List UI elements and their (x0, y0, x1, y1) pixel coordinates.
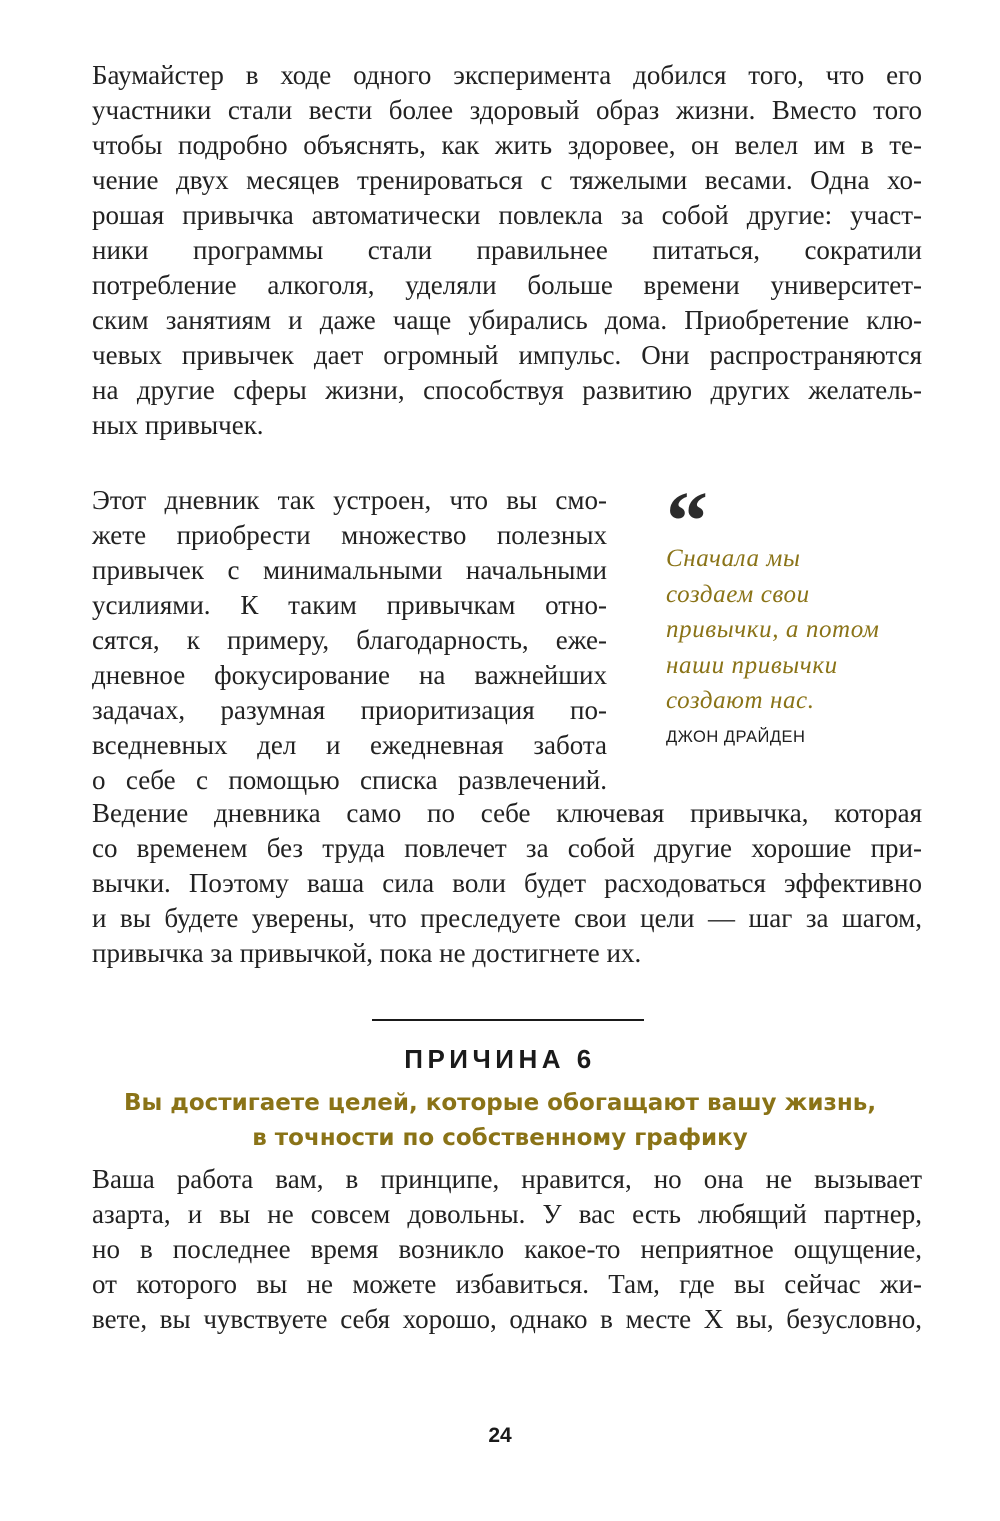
quote-line: наши привычки (666, 651, 838, 679)
subtitle-line: в точности по собственному графику (252, 1125, 748, 1151)
text-line: вседневных дел и ежедневная забота (92, 730, 607, 760)
text-line: ных привычек. (92, 410, 264, 440)
text-line: вете, вы чувствуете себя хорошо, однако в месте X вы, безусловно, (92, 1304, 922, 1334)
section-title: ПРИЧИНА 6 (404, 1044, 596, 1074)
text-line: ским занятиям и даже чаще убирались дома. Приобретение клю- (92, 305, 922, 335)
text-line: сятся, к примеру, благодарность, еже- (92, 625, 607, 655)
text-line: усилиями. К таким привычкам отно- (92, 590, 607, 620)
text-line: чевых привычек дает огромный импульс. Они распространяются (92, 340, 922, 370)
text-line: ники программы стали правильнее питаться, сократили (92, 235, 922, 265)
text-line: участники стали вести более здоровый образ жизни. Вместо того (92, 95, 922, 125)
text-line: чение двух месяцев тренироваться с тяжелыми весами. Одна хо- (92, 165, 922, 195)
text-line: о себе с помощью списка развлечений. (92, 765, 607, 795)
text-line: жете приобрести множество полезных (92, 520, 607, 550)
text-line: задачах, разумная приоритизация по- (92, 695, 607, 725)
paragraph-keystone (92, 796, 922, 971)
text-line: рошая привычка автоматически повлекла за собой другие: участ- (92, 200, 922, 230)
quote-line: создаем свои (666, 580, 810, 608)
text-line: и вы будете уверены, что преследуете свои цели — шаг за шагом, (92, 903, 922, 933)
text-line: вычки. Поэтому ваша сила воли будет расходоваться эффективно (92, 868, 922, 898)
section-divider (372, 1019, 644, 1021)
text-line: на другие сферы жизни, способствуя развитию других желатель- (92, 375, 922, 405)
text-line: привычек с минимальными начальными (92, 555, 607, 585)
quote-author: ДЖОН ДРАЙДЕН (666, 728, 806, 746)
quote-line: Сначала мы (666, 545, 801, 572)
text-line: азарта, и вы не совсем довольны. У вас есть любящий партнер, (92, 1199, 922, 1229)
pull-quote (666, 541, 879, 719)
paragraph-diary (92, 483, 607, 798)
text-line: но в последнее время возникло какое-то неприятное ощущение, (92, 1234, 922, 1264)
page-number: 24 (488, 1424, 512, 1447)
quote-line: создают нас. (666, 687, 815, 714)
text-line: Баумайстер в ходе одного эксперимента добился того, что его (92, 60, 922, 90)
text-line: чтобы подробно объяснять, как жить здоровее, он велел им в те- (92, 130, 922, 160)
text-line: потребление алкоголя, уделяли больше времени университет- (92, 270, 922, 300)
section-subtitle (0, 1086, 1000, 1156)
text-line: Ваша работа вам, в принципе, нравится, но она не вызывает (92, 1164, 922, 1194)
text-line: Этот дневник так устроен, что вы смо- (92, 485, 607, 515)
text-line: привычка за привычкой, пока не достигнете их. (92, 938, 642, 968)
quote-line: привычки, а потом (666, 616, 880, 643)
quote-mark-icon: “ (666, 475, 702, 568)
paragraph-reason6 (92, 1162, 922, 1337)
text-line: от которого вы не можете избавиться. Там, где вы сейчас жи- (92, 1269, 922, 1299)
subtitle-line: Вы достигаете целей, которые обогащают вашу жизнь, (123, 1090, 877, 1116)
text-line: дневное фокусирование на важнейших (92, 660, 607, 690)
text-line: со временем без труда повлечет за собой другие хорошие при- (92, 833, 922, 863)
paragraph-intro (92, 58, 922, 443)
text-line: Ведение дневника само по себе ключевая привычка, которая (92, 798, 922, 828)
